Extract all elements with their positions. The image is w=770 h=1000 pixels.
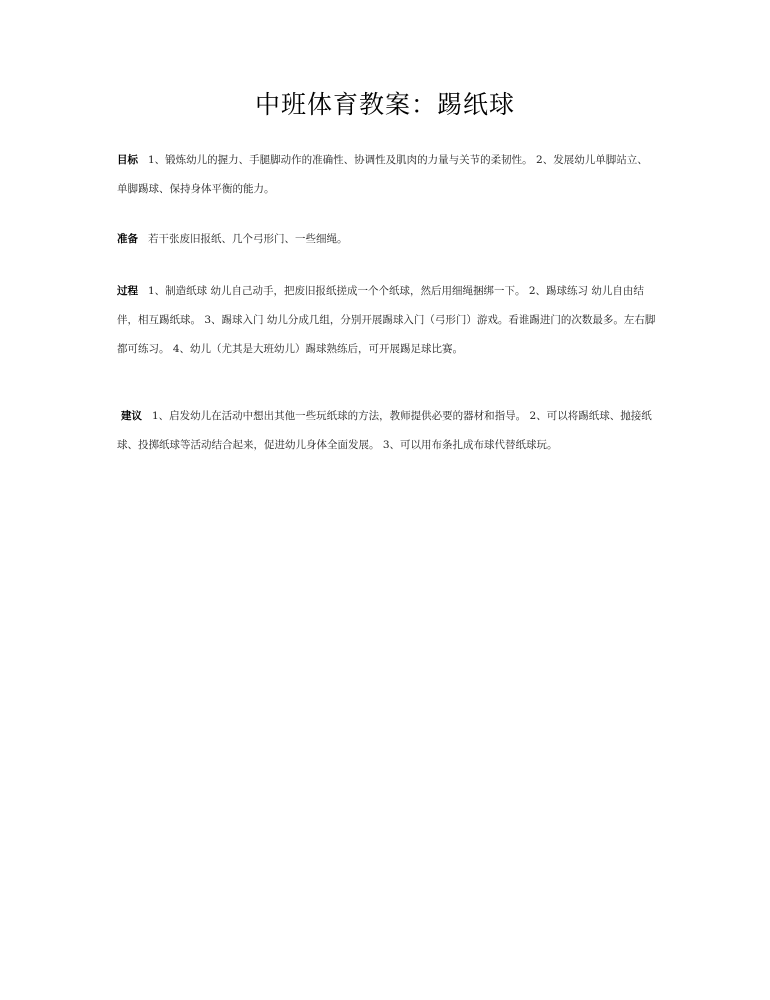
section-text-preparation: 若干张废旧报纸、几个弓形门、一些细绳。 (148, 233, 348, 245)
section-process (117, 277, 657, 364)
document-title: 中班体育教案：踢纸球 (254, 90, 515, 119)
section-preparation (117, 225, 657, 254)
section-text-goal: 1、锻炼幼儿的握力、手腿脚动作的准确性、协调性及肌肉的力量与关节的柔韧性。 2、发展幼儿单脚站立、单脚踢球、保持身体平衡的能力。 (117, 154, 648, 195)
section-label-advice: 建议 (121, 410, 142, 422)
section-label-preparation: 准备 (117, 233, 138, 245)
section-text-advice: 1、启发幼儿在活动中想出其他一些玩纸球的方法，教师提供必要的器材和指导。 2、可以将踢纸球、抛接纸球、投掷纸球等活动结合起来，促进幼儿身体全面发展。 3、可以用布条扎成布球代替纸球玩。 (117, 410, 652, 451)
section-label-goal: 目标 (117, 154, 138, 166)
section-advice (117, 402, 657, 460)
section-label-process: 过程 (117, 285, 138, 297)
section-text-process: 1、制造纸球 幼儿自己动手，把废旧报纸搓成一个个纸球，然后用细绳捆绑一下。 2、踢球练习 幼儿自由结伴，相互踢纸球。 3、踢球入门 幼儿分成几组，分别开展踢球入门（弓形门）游戏。看谁踢进门的次数最多。左右脚都可练习。 4、幼儿（尤其是大班幼儿）踢球熟练后，可开展踢足球比赛。 (117, 285, 656, 355)
section-goal (117, 146, 657, 204)
